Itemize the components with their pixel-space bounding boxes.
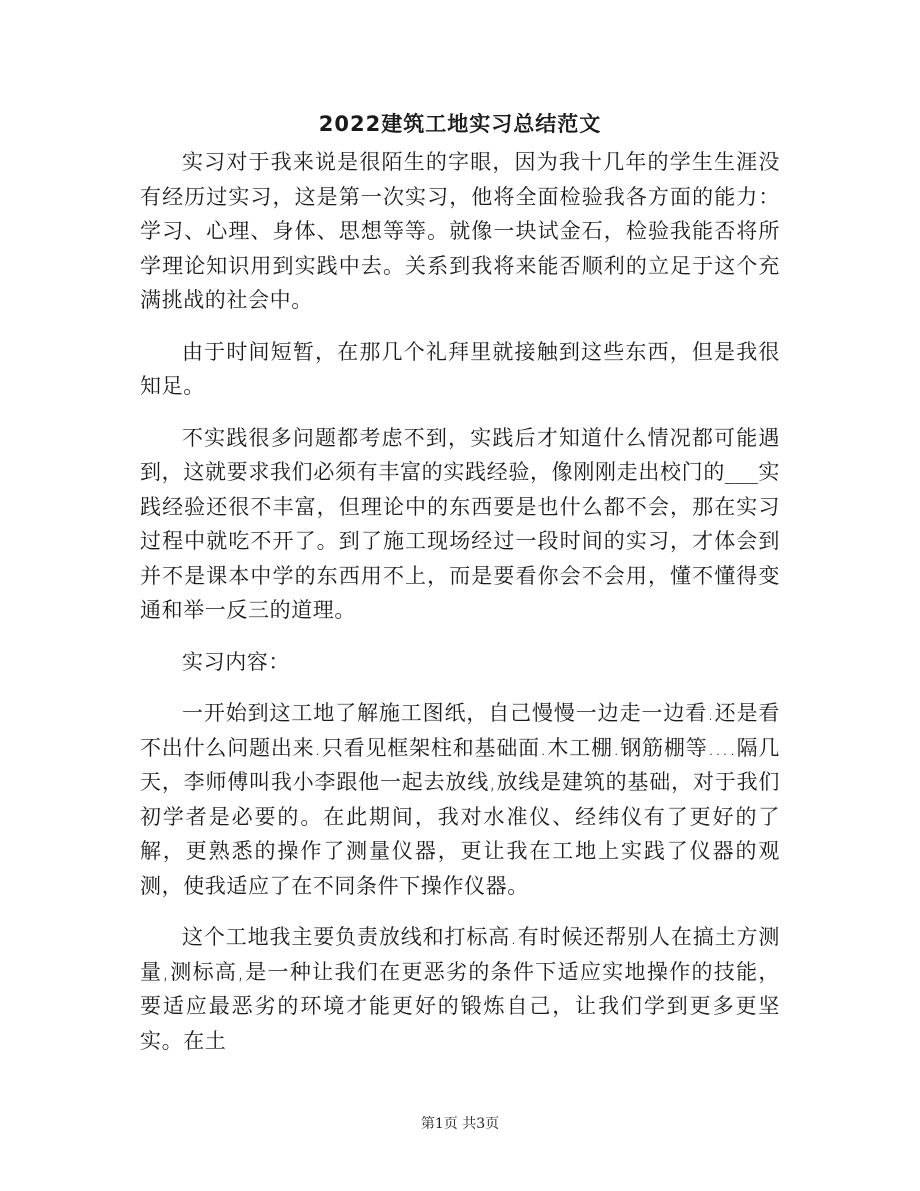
paragraph-5: 一开始到这工地了解施工图纸，自己慢慢一边走一边看.还是看不出什么问题出来.只看见框架柱和基础面.木工棚.钢筋棚等….隔几天，李师傅叫我小李跟他一起去放线,放线是建筑的基础，对于我们初学者是必要的。在此期间，我对水准仪、经纬仪有了更好的了解，更熟悉的操作了测量仪器，更让我在工地上实践了仪器的观测，使我适应了在不同条件下操作仪器。 — [140, 701, 780, 898]
section-heading-internship-content: 实习内容： — [182, 649, 290, 674]
paragraph-3: 不实践很多问题都考虑不到，实践后才知道什么情况都可能遇到，这就要求我们必须有丰富的实践经验，像刚刚走出校门的___实践经验还很不丰富，但理论中的东西要是也什么都不会，那在实习过程中就吃不开了。到了施工现场经过一段时间的实习，才体会到并不是课本中学的东西用不上，而是要看你会不会用，懂不懂得变通和举一反三的道理。 — [140, 425, 780, 622]
paragraph-2: 由于时间短暂，在那几个礼拜里就接触到这些东西，但是我很知足。 — [140, 339, 780, 398]
document-title: 2022建筑工地实习总结范文 — [318, 112, 602, 136]
paragraph-1: 实习对于我来说是很陌生的字眼，因为我十几年的学生生涯没有经历过实习，这是第一次实习，他将全面检验我各方面的能力：学习、心理、身体、思想等等。就像一块试金石，检验我能否将所学理论知识用到实践中去。关系到我将来能否顺利的立足于这个充满挑战的社会中。 — [140, 150, 780, 312]
page-footer: 第1页 共3页 — [420, 1116, 500, 1132]
document-body — [140, 145, 780, 1075]
paragraph-6: 这个工地我主要负责放线和打标高.有时候还帮别人在搞土方测量,测标高,是一种让我们在更恶劣的条件下适应实地操作的技能，要适应最恶劣的环境才能更好的锻炼自己，让我们学到更多更坚实。在土 — [140, 925, 780, 1053]
